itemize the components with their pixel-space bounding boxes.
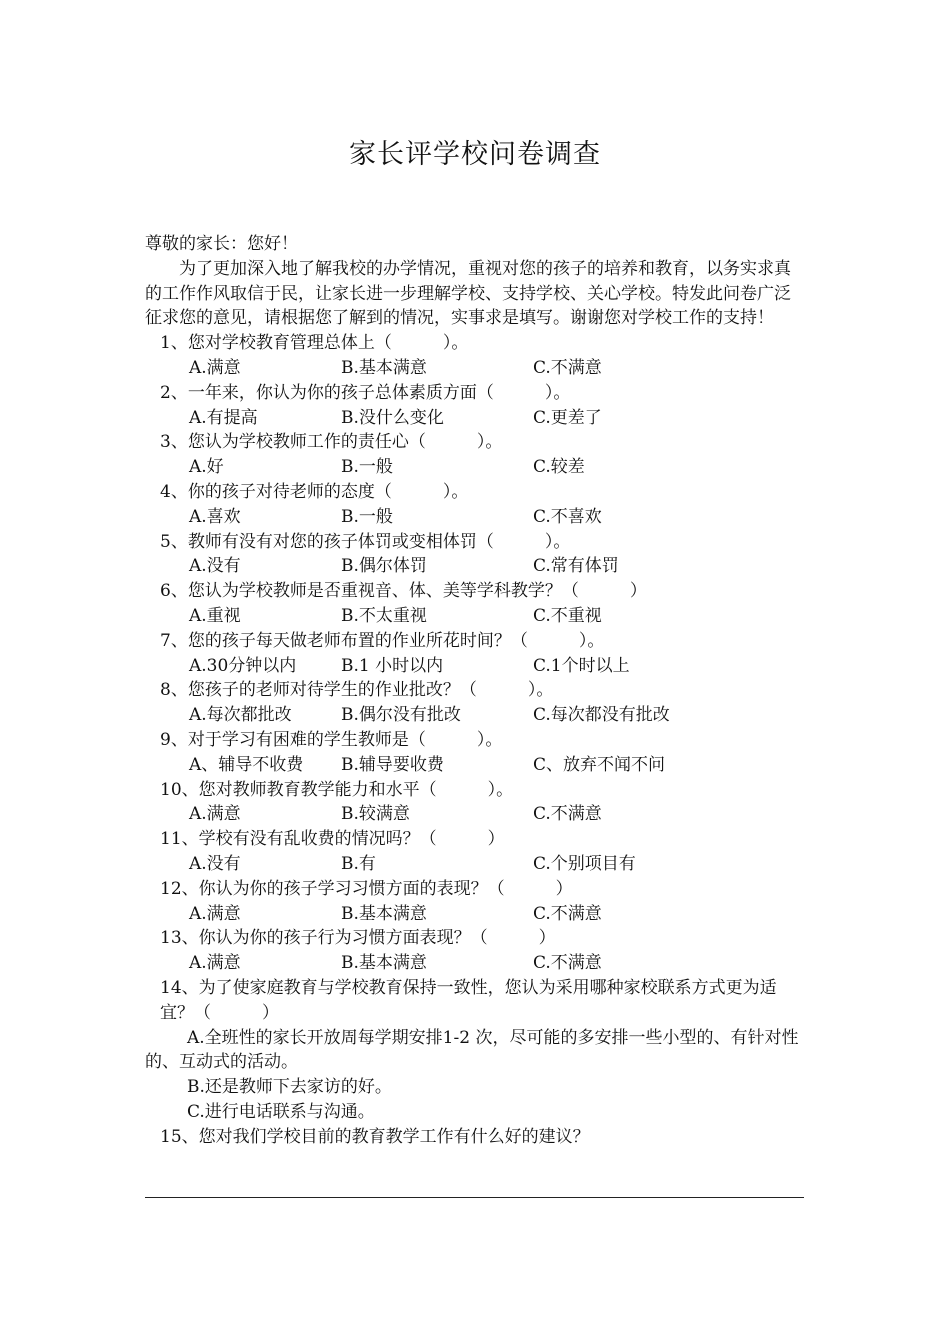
question-13-options <box>145 951 805 976</box>
option-b[interactable]: B.偶尔体罚 <box>341 556 427 577</box>
option-c[interactable]: C.不重视 <box>533 605 602 626</box>
question-2-options <box>145 406 805 431</box>
option-b[interactable]: B.一般 <box>341 457 393 478</box>
option-b[interactable]: B.没什么变化 <box>341 407 444 428</box>
option-b[interactable]: B.基本满意 <box>341 953 427 974</box>
option-a[interactable]: A.有提高 <box>189 407 258 428</box>
option-a[interactable]: A.没有 <box>189 556 241 577</box>
option-b[interactable]: B.1 小时以内 <box>341 655 444 676</box>
question-9-options <box>145 753 805 778</box>
option-c[interactable]: C、放弃不闻不问 <box>533 754 666 775</box>
option-c[interactable]: C.常有体罚 <box>533 556 619 577</box>
option-c[interactable]: C.较差 <box>533 457 585 478</box>
option-a[interactable]: A.满意 <box>189 357 241 378</box>
question-12: 12、你认为你的孩子学习习惯方面的表现？（ ） <box>160 878 573 899</box>
answer-line[interactable] <box>145 1197 804 1198</box>
option-a[interactable]: A.满意 <box>189 903 241 924</box>
questionnaire-body <box>145 232 805 1149</box>
question-8-options <box>145 703 805 728</box>
option-c[interactable]: C.每次都没有批改 <box>533 705 670 726</box>
question-7-options <box>145 654 805 679</box>
question-14-option-a: A.全班性的家长开放周每学期安排1-2 次，尽可能的多安排一些小型的、有针对性的、互动式的活动。 <box>145 1027 799 1073</box>
greeting: 尊敬的家长：您好！ <box>145 234 298 254</box>
option-c[interactable]: C.更差了 <box>533 407 602 428</box>
question-14-option-c: C.进行电话联系与沟通。 <box>187 1101 375 1122</box>
option-a[interactable]: A.30分钟以内 <box>189 655 297 676</box>
option-c[interactable]: C.不满意 <box>533 804 602 825</box>
option-c[interactable]: C.不满意 <box>533 903 602 924</box>
intro-paragraph: 为了更加深入地了解我校的办学情况，重视对您的孩子的培养和教育，以务实求真的工作作风取信于民，让家长进一步理解学校、支持学校、关心学校。特发此问卷广泛征求您的意见，请根据您了解到的情况，实事求是填写。谢谢您对学校工作的支持！ <box>145 258 791 329</box>
question-2: 2、一年来，你认为你的孩子总体素质方面（ ）。 <box>160 382 571 403</box>
question-14: 14、为了使家庭教育与学校教育保持一致性，您认为采用哪种家校联系方式更为适宜？（ ） <box>160 977 777 1023</box>
option-b[interactable]: B.基本满意 <box>341 357 427 378</box>
option-c[interactable]: C.不满意 <box>533 357 602 378</box>
option-a[interactable]: A.满意 <box>189 804 241 825</box>
page-title: 家长评学校问卷调查 <box>349 139 601 170</box>
option-b[interactable]: B.不太重视 <box>341 605 427 626</box>
question-8: 8、您孩子的老师对待学生的作业批改？（ ）。 <box>160 680 554 701</box>
option-b[interactable]: B.基本满意 <box>341 903 427 924</box>
question-11-options <box>145 852 805 877</box>
question-3-options <box>145 455 805 480</box>
option-c[interactable]: C.个别项目有 <box>533 853 636 874</box>
question-7: 7、您的孩子每天做老师布置的作业所花时间？（ ）。 <box>160 630 605 651</box>
option-a[interactable]: A.好 <box>189 457 224 478</box>
option-c[interactable]: C.1个时以上 <box>533 655 630 676</box>
option-a[interactable]: A.满意 <box>189 953 241 974</box>
option-b[interactable]: B.偶尔没有批改 <box>341 705 461 726</box>
option-b[interactable]: B.较满意 <box>341 804 410 825</box>
option-a[interactable]: A.喜欢 <box>189 506 241 527</box>
question-5: 5、教师有没有对您的孩子体罚或变相体罚（ ）。 <box>160 531 571 552</box>
option-c[interactable]: C.不满意 <box>533 953 602 974</box>
question-6: 6、您认为学校教师是否重视音、体、美等学科教学？（ ） <box>160 581 647 602</box>
option-b[interactable]: B.有 <box>341 853 376 874</box>
question-6-options <box>145 604 805 629</box>
question-15: 15、您对我们学校目前的教育教学工作有什么好的建议？ <box>160 1126 590 1147</box>
option-a[interactable]: A.每次都批改 <box>189 705 292 726</box>
option-c[interactable]: C.不喜欢 <box>533 506 602 527</box>
option-a[interactable]: A.重视 <box>189 605 241 626</box>
question-4: 4、你的孩子对待老师的态度（ ）。 <box>160 481 469 502</box>
question-9: 9、对于学习有困难的学生教师是（ ）。 <box>160 729 503 750</box>
question-11: 11、学校有没有乱收费的情况吗？（ ） <box>160 829 505 850</box>
question-10-options <box>145 802 805 827</box>
option-a[interactable]: A、辅导不收费 <box>189 754 304 775</box>
option-b[interactable]: B.一般 <box>341 506 393 527</box>
question-10: 10、您对教师教育教学能力和水平（ ）。 <box>160 779 514 800</box>
question-12-options <box>145 902 805 927</box>
question-14-option-b: B.还是教师下去家访的好。 <box>187 1077 392 1098</box>
question-1: 1、您对学校教育管理总体上（ ）。 <box>160 333 469 354</box>
question-3: 3、您认为学校教师工作的责任心（ ）。 <box>160 432 503 453</box>
question-5-options <box>145 554 805 579</box>
question-list <box>145 331 805 976</box>
question-1-options <box>145 356 805 381</box>
question-4-options <box>145 505 805 530</box>
question-13: 13、你认为你的孩子行为习惯方面表现？（ ） <box>160 928 556 949</box>
option-b[interactable]: B.辅导要收费 <box>341 754 444 775</box>
option-a[interactable]: A.没有 <box>189 853 241 874</box>
